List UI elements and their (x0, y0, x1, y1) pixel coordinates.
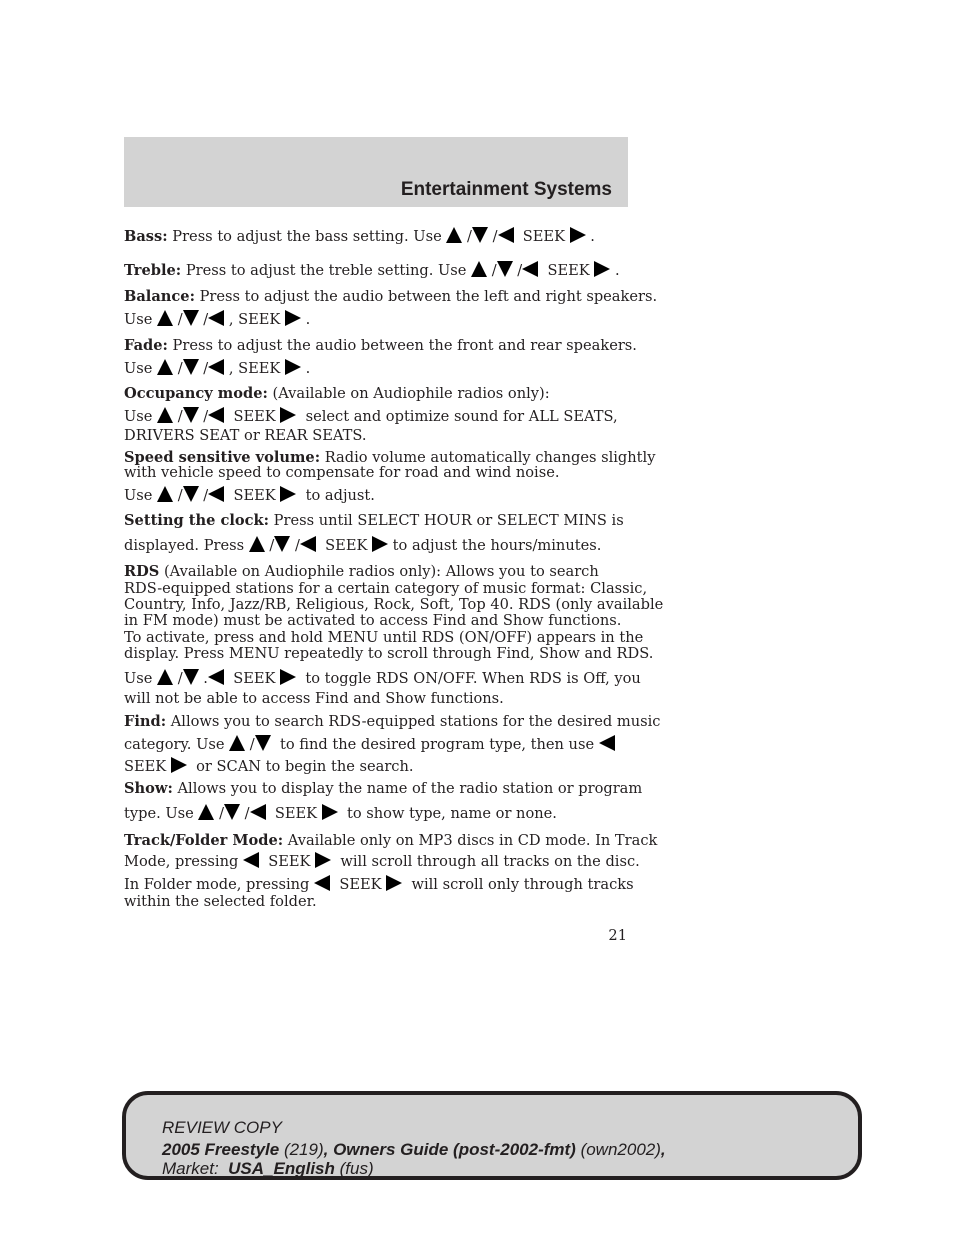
right-arrow-icon (594, 261, 610, 277)
clock-paragraph: Setting the clock: Press until SELECT HOUR or SELECT MINS is (124, 512, 624, 529)
rds-paragraph: RDS (Available on Audiophile radios only): Allows you to search (124, 563, 599, 580)
right-arrow-icon (280, 486, 296, 502)
up-arrow-icon (157, 407, 173, 423)
bass-paragraph: Bass: Press to adjust the bass setting. Use / / SEEK . (124, 228, 595, 245)
left-arrow-icon (300, 536, 316, 552)
down-arrow-icon (183, 669, 199, 685)
fade-paragraph: Fade: Press to adjust the audio between the front and rear speakers. (124, 337, 637, 354)
speed-volume-label: Speed sensitive volume: (124, 449, 321, 466)
left-arrow-icon (243, 852, 259, 868)
up-arrow-icon (471, 261, 487, 277)
up-arrow-icon (249, 536, 265, 552)
treble-paragraph: Treble: Press to adjust the treble setting. Use / / SEEK . (124, 262, 620, 279)
folder-mode-line: In Folder mode, pressing SEEK will scroll only through tracks (124, 876, 634, 893)
find-seek-line: SEEK or SCAN to begin the search. (124, 758, 414, 775)
left-arrow-icon (208, 486, 224, 502)
occupancy-controls-line: Use / / SEEK select and optimize sound for ALL SEATS, (124, 408, 618, 425)
up-arrow-icon (157, 310, 173, 326)
right-arrow-icon (285, 359, 301, 375)
right-arrow-icon (322, 804, 338, 820)
right-arrow-icon (280, 407, 296, 423)
find-controls-line: category. Use / to find the desired program type, then use (124, 735, 634, 753)
show-paragraph: Show: Allows you to display the name of the radio station or program (124, 780, 643, 797)
speed-volume-paragraph: Speed sensitive volume: Radio volume automatically changes slightly (124, 449, 656, 466)
rds-label: RDS (124, 563, 160, 580)
left-arrow-icon (498, 227, 514, 243)
left-arrow-icon (208, 310, 224, 326)
right-arrow-icon (285, 310, 301, 326)
fade-controls-line: Use / / , SEEK . (124, 360, 311, 377)
down-arrow-icon (224, 804, 240, 820)
up-arrow-icon (229, 735, 245, 751)
up-arrow-icon (157, 486, 173, 502)
section-header-band (124, 137, 628, 207)
right-arrow-icon (315, 852, 331, 868)
up-arrow-icon (157, 359, 173, 375)
right-arrow-icon (570, 227, 586, 243)
down-arrow-icon (274, 536, 290, 552)
down-arrow-icon (183, 359, 199, 375)
balance-paragraph: Balance: Press to adjust the audio between the left and right speakers. (124, 288, 658, 305)
bass-label: Bass: (124, 228, 168, 245)
page-number: 21 (608, 927, 627, 944)
down-arrow-icon (255, 735, 271, 751)
left-arrow-icon (314, 875, 330, 891)
balance-controls-line: Use / / , SEEK . (124, 311, 311, 328)
track-folder-label: Track/Folder Mode: (124, 832, 284, 849)
right-arrow-icon (372, 536, 388, 552)
show-controls-line: type. Use / / SEEK to show type, name or none. (124, 805, 557, 822)
right-arrow-icon (280, 669, 296, 685)
left-arrow-icon (208, 407, 224, 423)
down-arrow-icon (183, 310, 199, 326)
find-label: Find: (124, 713, 167, 730)
left-arrow-icon (208, 669, 224, 685)
down-arrow-icon (497, 261, 513, 277)
treble-label: Treble: (124, 262, 182, 279)
rds-controls-line: Use / . SEEK to toggle RDS ON/OFF. When RDS is Off, you (124, 670, 641, 687)
right-arrow-icon (386, 875, 402, 891)
up-arrow-icon (198, 804, 214, 820)
left-arrow-icon (522, 261, 538, 277)
find-paragraph: Find: Allows you to search RDS-equipped stations for the desired music (124, 713, 661, 730)
show-label: Show: (124, 780, 173, 797)
occupancy-paragraph: Occupancy mode: (Available on Audiophile radios only): (124, 385, 550, 402)
right-arrow-icon (171, 757, 187, 773)
clock-controls-line: displayed. Press / / SEEK to adjust the hours/minutes. (124, 537, 602, 554)
review-copy-label: REVIEW COPY (162, 1118, 282, 1137)
track-mode-line: Mode, pressing SEEK will scroll through all tracks on the disc. (124, 853, 640, 870)
occupancy-label: Occupancy mode: (124, 385, 268, 402)
speed-volume-controls-line: Use / / SEEK to adjust. (124, 487, 375, 504)
down-arrow-icon (183, 407, 199, 423)
review-market-line: Market: USA_English (fus) (162, 1159, 374, 1178)
clock-label: Setting the clock: (124, 512, 270, 529)
down-arrow-icon (183, 486, 199, 502)
fade-label: Fade: (124, 337, 168, 354)
page-title: Entertainment Systems (400, 179, 612, 200)
track-folder-paragraph: Track/Folder Mode: Available only on MP3 discs in CD mode. In Track (124, 832, 658, 849)
left-arrow-icon (599, 735, 615, 751)
review-model-line: 2005 Freestyle (219), Owners Guide (post-2002-fmt) (own2002), (162, 1140, 666, 1159)
left-arrow-icon (250, 804, 266, 820)
balance-label: Balance: (124, 288, 195, 305)
up-arrow-icon (157, 669, 173, 685)
down-arrow-icon (472, 227, 488, 243)
left-arrow-icon (208, 359, 224, 375)
up-arrow-icon (446, 227, 462, 243)
